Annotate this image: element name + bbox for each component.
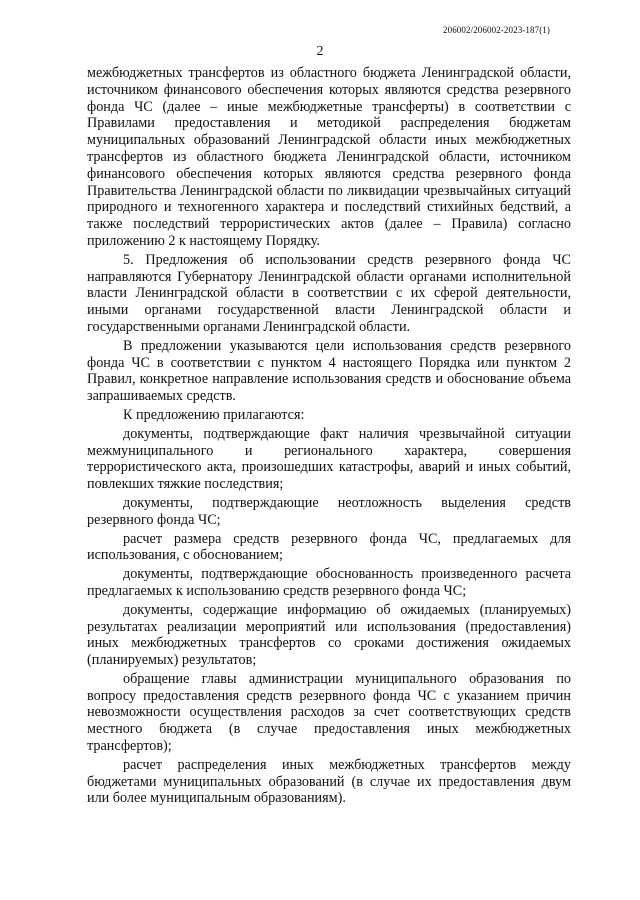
attachment-justification: документы, подтверждающие обоснованность произведенного расчета предлагаемых к использованию средств резервного фонда ЧС;: [87, 566, 571, 599]
page-number: 2: [316, 44, 324, 59]
attachment-distribution: расчет распределения иных межбюджетных трансфертов между бюджетами муниципальных образований (в случае их предоставления двум или более муниципальным образованиям).: [87, 756, 571, 807]
attachment-expected-results: документы, содержащие информацию об ожидаемых (планируемых) результатах реализации мероприятий или использования (предоставления) иных межбюджетных трансфертов со сроками достижения ожидаемых (планируемых) результатов;: [87, 601, 571, 669]
attachment-calculation: расчет размера средств резервного фонда ЧС, предлагаемых для использования, с обоснованием;: [87, 530, 571, 564]
attachment-emergency-fact: документы, подтверждающие факт наличия чрезвычайной ситуации межмуниципального и регионального характера, совершения террористического акта, произошедших катастрофы, аварий и иных событий, повлекших тяжкие последствия;: [87, 425, 571, 493]
paragraph-continuation: межбюджетных трансфертов из областного бюджета Ленинградской области, источником финансового обеспечения которых являются средства резервного фонда ЧС (далее – иные межбюджетные трансферты) в соответствии с Правилами предоставления и методикой распределения бюджетам муниципальных образований Ленинградской области иных межбюджетных трансфертов из областного бюджета Ленинградской области, источником финансового обеспечения которых являются средства резервного фонда Правительства Ленинградской области по ликвидации чрезвычайных ситуаций природного и техногенного характера и последствий стихийных бедствий, а также последствий террористических актов (далее – Правила) согласно приложению 2 к настоящему Порядку.: [87, 65, 571, 249]
paragraph-proposal-content: В предложении указываются цели использования средств резервного фонда ЧС в соответствии с пунктом 4 настоящего Порядка или пунктом 2 Правил, конкретное направление использования средств и обоснование объема запрашиваемых средств.: [87, 337, 571, 405]
paragraph-attachments-intro: К предложению прилагаются:: [123, 406, 305, 423]
attachment-appeal: обращение главы администрации муниципального образования по вопросу предоставления средств резервного фонда ЧС с указанием причин невозможности осуществления расходов за счет соответствующих средств местного бюджета (в случае предоставления иных межбюджетных трансфертов);: [87, 670, 571, 755]
document-id: 206002/206002-2023-187(1): [443, 25, 550, 35]
document-body: [87, 65, 571, 807]
attachment-urgency: документы, подтверждающие неотложность выделения средств резервного фонда ЧС;: [87, 494, 571, 528]
paragraph-item-5: 5. Предложения об использовании средств резервного фонда ЧС направляются Губернатору Ленинградской области органами исполнительной власти Ленинградской области в соответствии с их сферой деятельности, иными органами государственной власти Ленинградской области и государственными органами Ленинградской области.: [87, 251, 571, 335]
